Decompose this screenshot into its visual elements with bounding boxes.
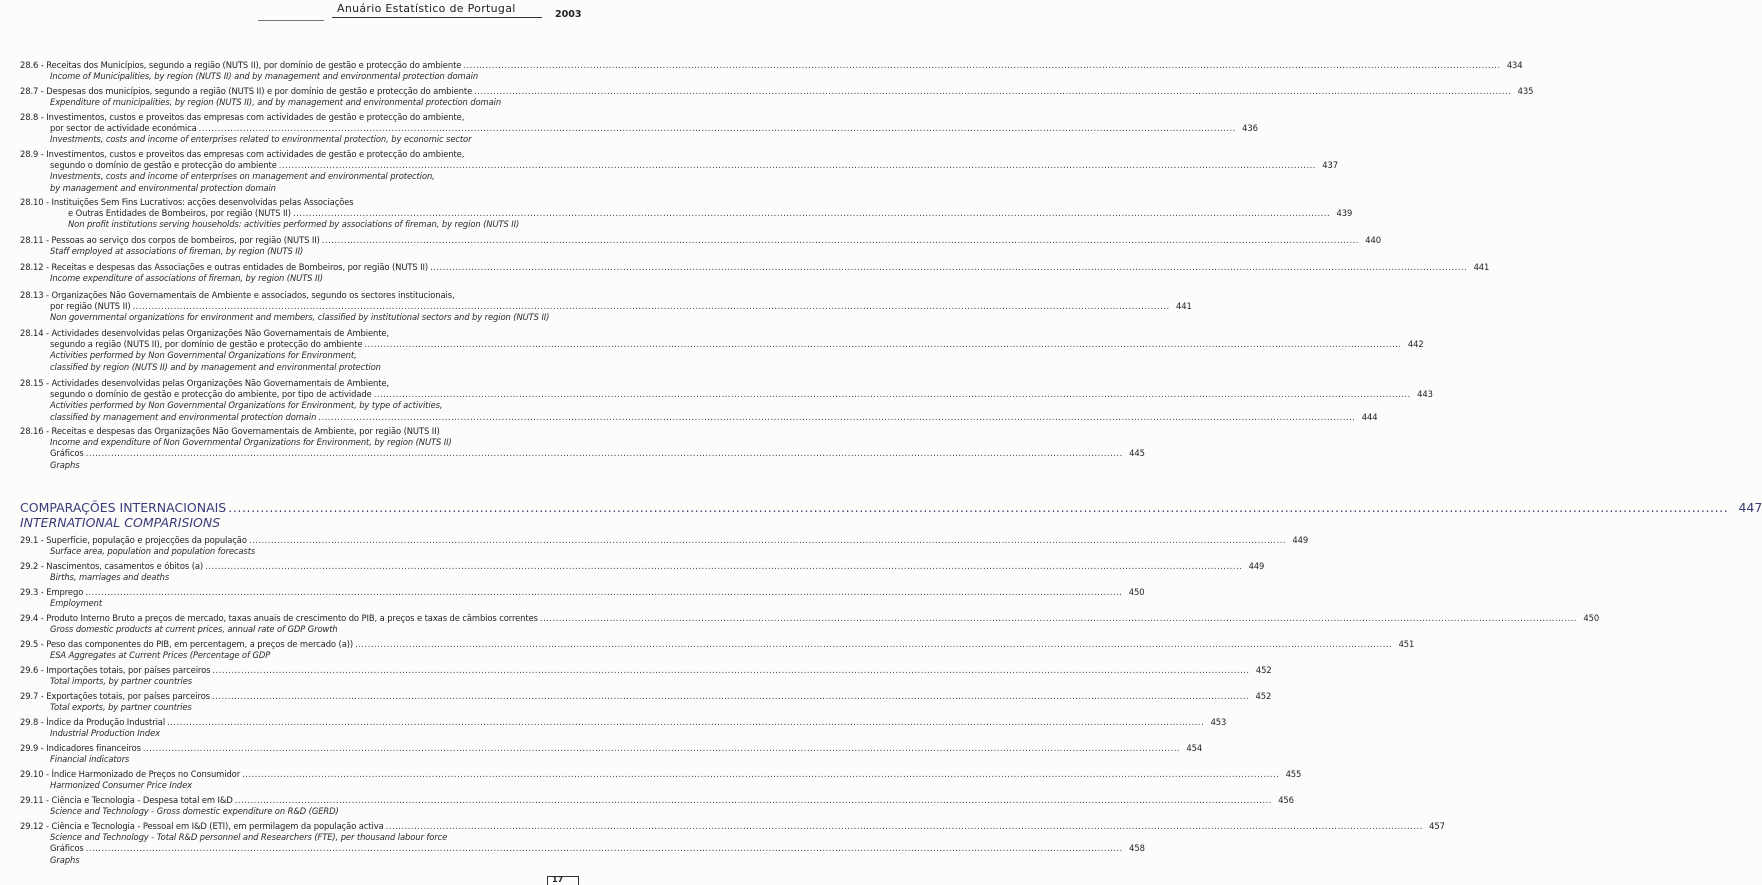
- entry-title-en-cont: classified by region (NUTS II) and by management and environmental protection: [50, 361, 381, 372]
- toc-entry-29-9[interactable]: [20, 743, 1203, 765]
- leader-dots: [143, 743, 1180, 754]
- entry-title-en: Gross domestic products at current prices, annual rate of GDP Growth: [50, 624, 338, 635]
- publication-year: 2003: [555, 9, 582, 20]
- graphs-label-en: Graphs: [50, 459, 80, 470]
- toc-entry-28-16[interactable]: [20, 426, 1145, 471]
- toc-entry-29-7[interactable]: [20, 691, 1272, 713]
- graphs-label-en: Graphs: [50, 854, 80, 865]
- toc-entry-28-6[interactable]: [20, 60, 1523, 82]
- entry-title-en: Income and expenditure of Non Governmental Organizations for Environment, by region (NUTS II): [50, 437, 452, 448]
- leader-dots: [374, 389, 1411, 400]
- entry-title-en: Employment: [50, 598, 103, 609]
- leader-dots: [242, 769, 1279, 780]
- leader-dots: [386, 821, 1423, 832]
- entry-title-en: Non profit institutions serving households: activities performed by associations of fireman, by region (NUTS II): [68, 219, 520, 230]
- entry-title: 29.11 - Ciência e Tecnologia - Despesa total em I&D: [20, 795, 233, 805]
- entry-page: 439: [1336, 208, 1353, 219]
- entry-title: 28.8 - Investimentos, custos e proveitos das empresas com actividades de gestão e protecção do ambiente,: [20, 112, 465, 122]
- toc-entry-29-5[interactable]: [20, 639, 1415, 661]
- entry-title: 28.7 - Despesas dos municípios, segundo a região (NUTS II) e por domínio de gestão e protecção do ambiente: [20, 86, 473, 96]
- entry-title-cont: segundo a região (NUTS II), por domínio de gestão e protecção do ambiente: [50, 339, 363, 350]
- entry-page: 453: [1210, 717, 1227, 727]
- entry-page: 452: [1255, 665, 1272, 675]
- toc-entry-28-10[interactable]: [20, 197, 1353, 231]
- entry-page: 443: [1417, 389, 1433, 400]
- graphs-label: Gráficos: [50, 843, 84, 854]
- toc-entry-29-10[interactable]: [20, 769, 1302, 791]
- entry-title-en-cont: classified by management and environmental protection domain: [50, 411, 317, 422]
- entry-page: 456: [1278, 795, 1294, 805]
- toc-entry-29-8[interactable]: [20, 717, 1227, 739]
- entry-page: 449: [1248, 561, 1265, 571]
- entry-title-cont: segundo o domínio de gestão e protecção do ambiente: [50, 160, 277, 171]
- leader-dots: [540, 613, 1577, 624]
- entry-title: 29.4 - Produto Interno Bruto a preços de mercado, taxas anuais de crescimento do PIB, a preços e taxas de câmbios correntes: [20, 613, 538, 623]
- entry-page-2: 444: [1361, 411, 1378, 422]
- entry-title-en: Non governmental organizations for environment and members, classified by institutional sectors and by region (NUTS II): [50, 312, 550, 323]
- entry-title-en-cont: by management and environmental protection domain: [50, 182, 276, 193]
- toc-entry-28-9[interactable]: [20, 149, 1338, 194]
- leader-dots: [205, 561, 1242, 572]
- toc-entry-28-7[interactable]: [20, 86, 1534, 108]
- entry-title-cont: e Outras Entidades de Bombeiros, por região (NUTS II): [68, 208, 291, 219]
- entry-title: 29.5 - Peso das componentes do PIB, em percentagem, a preços de mercado (a)): [20, 639, 354, 649]
- toc-entry-29-3[interactable]: [20, 587, 1145, 609]
- leader-dots: [86, 843, 1123, 854]
- leader-dots: [463, 60, 1500, 71]
- entry-page: 449: [1292, 535, 1309, 545]
- entry-page-graphs: 458: [1129, 843, 1145, 854]
- toc-entry-29-1[interactable]: [20, 535, 1309, 557]
- entry-title: 28.13 - Organizações Não Governamentais de Ambiente e associados, segundo os sectores institucionais,: [20, 290, 455, 300]
- leader-dots: [235, 795, 1272, 806]
- entry-page: 441: [1176, 301, 1192, 312]
- leader-dots: [249, 535, 1286, 546]
- leader-dots: [228, 500, 1728, 515]
- leader-dots: [364, 339, 1401, 350]
- section-title: COMPARAÇÕES INTERNACIONAIS: [20, 500, 227, 515]
- entry-page: 450: [1128, 587, 1145, 597]
- entry-page: 455: [1285, 769, 1302, 779]
- entry-page: 434: [1506, 60, 1523, 70]
- leader-dots: [167, 717, 1204, 728]
- entry-title-en: Surface area, population and population forecasts: [50, 546, 256, 557]
- entry-title-en: Investments, costs and income of enterprises related to environmental protection, by economic sector: [50, 134, 472, 145]
- toc-entry-28-8[interactable]: [20, 112, 1258, 146]
- entry-title-en: Science and Technology - Total R&D personnel and Researchers (FTE), per thousand labour force: [50, 832, 448, 843]
- leader-dots: [430, 262, 1467, 273]
- entry-page: 437: [1322, 160, 1338, 171]
- entry-title-en: Income expenditure of associations of fireman, by region (NUTS II): [50, 273, 323, 284]
- entry-title: 29.12 - Ciência e Tecnologia - Pessoal em I&D (ETI), em permilagem da população activa: [20, 821, 384, 831]
- entry-title: 28.6 - Receitas dos Municípios, segundo a região (NUTS II), por domínio de gestão e protecção do ambiente: [20, 60, 462, 70]
- entry-title: 28.16 - Receitas e despesas das Organizações Não Governamentais de Ambiente, por região (NUTS II): [20, 426, 440, 436]
- leader-dots: [279, 160, 1316, 171]
- leader-dots: [355, 639, 1392, 650]
- leader-dots: [199, 123, 1236, 134]
- entry-title: 29.6 - Importações totais, por países parceiros: [20, 665, 211, 675]
- leader-dots: [132, 301, 1169, 312]
- toc-entry-29-4[interactable]: [20, 613, 1600, 635]
- toc-entry-29-12[interactable]: [20, 821, 1445, 866]
- entry-title-en: Science and Technology - Gross domestic expenditure on R&D (GERD): [50, 806, 339, 817]
- toc-entry-28-13[interactable]: [20, 290, 1192, 324]
- entry-title-en: Staff employed at associations of fireman, by region (NUTS II): [50, 246, 304, 257]
- leader-dots: [85, 587, 1122, 598]
- toc-entry-29-2[interactable]: [20, 561, 1265, 583]
- toc-entry-29-6[interactable]: [20, 665, 1272, 687]
- leader-dots: [212, 691, 1249, 702]
- entry-title: 28.9 - Investimentos, custos e proveitos das empresas com actividades de gestão e protecção do ambiente,: [20, 149, 465, 159]
- section-page: 447: [1738, 500, 1762, 515]
- toc-entry-29-11[interactable]: [20, 795, 1294, 817]
- entry-title-en: Investments, costs and income of enterprises on management and environmental protection,: [50, 171, 435, 182]
- entry-title-cont: por sector de actividade económica: [50, 123, 197, 134]
- entry-title: 29.2 - Nascimentos, casamentos e óbitos (a): [20, 561, 204, 571]
- entry-page: 435: [1517, 86, 1534, 96]
- entry-title-en: Births, marriages and deaths: [50, 572, 170, 583]
- graphs-label: Gráficos: [50, 448, 84, 459]
- entry-page: 457: [1429, 821, 1445, 831]
- toc-entry-28-14[interactable]: [20, 328, 1424, 373]
- entry-page: 452: [1255, 691, 1272, 701]
- entry-title-en: Financial indicators: [50, 754, 130, 765]
- leader-dots: [318, 412, 1355, 423]
- entry-page: 445: [1129, 448, 1145, 459]
- leader-dots: [322, 235, 1359, 246]
- toc-entry-28-12[interactable]: [20, 262, 1490, 284]
- leader-dots: [86, 448, 1123, 459]
- entry-page: 441: [1473, 262, 1490, 272]
- entry-title-en: Total exports, by partner countries: [50, 702, 192, 713]
- entry-title: 29.9 - Indicadores financeiros: [20, 743, 141, 753]
- entry-title-en: Expenditure of municipalities, by region (NUTS II), and by management and environmental protection domain: [50, 97, 502, 108]
- entry-title-en: Activities performed by Non Governmental Organizations for Environment, by type of activities,: [50, 400, 443, 411]
- entry-title: 29.10 - Índice Harmonizado de Preços no Consumidor: [20, 769, 241, 779]
- entry-title: 28.10 - Instituições Sem Fins Lucrativos: acções desenvolvidas pelas Associações: [20, 197, 354, 207]
- entry-page: 442: [1407, 339, 1424, 350]
- entry-title: 29.1 - Superfície, população e projecções da população: [20, 535, 247, 545]
- entry-title-en: Income of Municipalities, by region (NUTS II) and by management and environmental protection domain: [50, 71, 479, 82]
- entry-page: 450: [1583, 613, 1600, 623]
- entry-title: 29.8 - Índice da Produção Industrial: [20, 717, 166, 727]
- section-title-en: INTERNATIONAL COMPARISIONS: [20, 515, 221, 530]
- page-number: 17: [552, 875, 564, 884]
- leader-dots: [212, 665, 1249, 676]
- entry-title: 28.12 - Receitas e despesas das Associações e outras entidades de Bombeiros, por região (NUTS II): [20, 262, 429, 272]
- toc-entry-28-11[interactable]: [20, 235, 1381, 257]
- entry-title-cont: segundo o domínio de gestão e protecção do ambiente, por tipo de actividade: [50, 389, 372, 400]
- entry-title-cont: por região (NUTS II): [50, 301, 131, 312]
- entry-title: 29.7 - Exportações totais, por países parceiros: [20, 691, 210, 701]
- publication-title: Anuário Estatístico de Portugal: [337, 2, 516, 15]
- leader-dots: [474, 86, 1511, 97]
- entry-title: 28.14 - Actividades desenvolvidas pelas Organizações Não Governamentais de Ambiente,: [20, 328, 390, 338]
- entry-page: 436: [1242, 123, 1258, 134]
- entry-title: 28.15 - Actividades desenvolvidas pelas Organizações Não Governamentais de Ambiente,: [20, 378, 390, 388]
- entry-page: 451: [1398, 639, 1415, 649]
- entry-page: 454: [1186, 743, 1203, 753]
- entry-title: 29.3 - Emprego: [20, 587, 84, 597]
- entry-title-en: Activities performed by Non Governmental Organizations for Environment,: [50, 350, 357, 361]
- entry-title-en: Industrial Production Index: [50, 728, 160, 739]
- entry-title-en: Total imports, by partner countries: [50, 676, 193, 687]
- entry-title: 28.11 - Pessoas ao serviço dos corpos de bombeiros, por região (NUTS II): [20, 235, 320, 245]
- entry-page: 440: [1365, 235, 1381, 245]
- toc-entry-28-15[interactable]: [20, 378, 1433, 423]
- entry-title-en: Harmonized Consumer Price Index: [50, 780, 193, 791]
- entry-title-en: ESA Aggregates at Current Prices (Percentage of GDP: [50, 650, 271, 661]
- leader-dots: [293, 208, 1330, 219]
- section-heading[interactable]: [20, 500, 1762, 530]
